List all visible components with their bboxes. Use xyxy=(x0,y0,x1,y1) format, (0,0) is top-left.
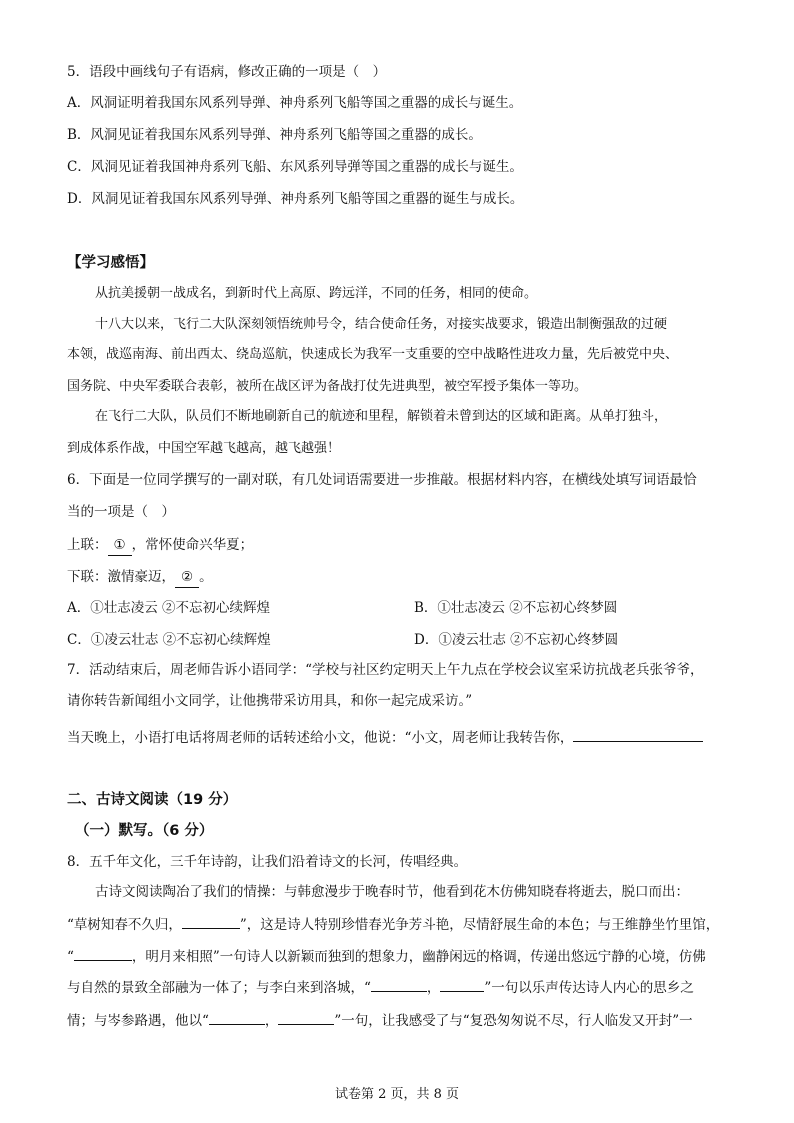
q8-line4-a: 与自然的景致全部融为一体了；与李白来到洛城，“ xyxy=(67,980,371,996)
q7-line2: 请你转告新闻组小文同学，让他携带采访用具，和你一起完成采访。” xyxy=(67,693,473,709)
section-2-title: 二、古诗文阅读（19 分） xyxy=(67,792,238,808)
upper-rest: ，常怀使命兴华夏； xyxy=(131,537,254,553)
q6-option-d: D．①凌云壮志 ②不忘初心终梦圆 xyxy=(414,632,619,648)
q5-option-d: D．风洞见证着我国东风系列导弹、神舟系列飞船等国之重器的诞生与成长。 xyxy=(67,191,524,207)
study-p2-line3: 国务院、中央军委联合表彰，被所在战区评为备战打仗先进典型，被空军授予集体一等功。 xyxy=(67,379,588,394)
study-heading: 【学习感悟】 xyxy=(67,255,154,271)
q5-option-a: A．风洞证明着我国东风系列导弹、神舟系列飞船等国之重器的成长与诞生。 xyxy=(67,95,523,111)
q6-option-b: B．①壮志凌云 ②不忘初心终梦圆 xyxy=(414,600,618,616)
q6-option-c: C．①凌云壮志 ②不忘初心续辉煌 xyxy=(67,632,271,648)
q6-options-row1 xyxy=(67,598,707,618)
q8-line4-c: ”一句以乐声传达诗人内心的思乡之 xyxy=(484,980,694,996)
q8-line5-a: 情；与岑参路遇，他以“ xyxy=(67,1013,209,1029)
answer-blank[interactable] xyxy=(440,977,484,992)
q7-line3 xyxy=(67,727,703,748)
q8-line5 xyxy=(67,1010,693,1031)
study-p3-line1: 在飞行二大队，队员们不断地刷新自己的航迹和里程，解锁着未曾到达的区域和距离。从单打独斗， xyxy=(95,409,668,424)
q8-line2-a: “草树知春不久归， xyxy=(67,917,182,933)
q8-line4 xyxy=(67,977,694,998)
q7-line1: 7．活动结束后，周老师告诉小语同学：“学校与社区约定明天上午九点在学校会议室采访抗战老兵张爷爷， xyxy=(67,662,704,678)
q7-line3-text: 当天晚上，小语打电话将周老师的话转述给小文，他说：“小文，周老师让我转告你， xyxy=(67,730,574,746)
q8-line5-c: ”一句，让我感受了与“复恐匆匆说不尽，行人临发又开封”一 xyxy=(334,1013,693,1029)
q8-line2 xyxy=(67,914,719,935)
q6-stem-line2: 当的一项是（ ） xyxy=(67,504,175,520)
q6-option-a: A．①壮志凌云 ②不忘初心续辉煌 xyxy=(67,600,271,616)
q8-stem: 8．五千年文化，三千年诗韵，让我们沿着诗文的长河，传唱经典。 xyxy=(67,854,468,870)
q8-line1: 古诗文阅读陶冶了我们的情操：与韩愈漫步于晚春时节，他看到花木仿佛知晓春将逝去，脱口而出： xyxy=(95,884,689,900)
section-2-subtitle: （一）默写。（6 分） xyxy=(75,823,214,839)
q5-option-c: C．风洞见证着我国神舟系列飞船、东风系列导弹等国之重器的成长与诞生。 xyxy=(67,159,523,175)
study-p1: 从抗美援朝一战成名，到新时代上高原、跨远洋，不同的任务，相同的使命。 xyxy=(95,286,538,301)
lower-label: 下联：激情豪迈， xyxy=(67,569,175,585)
q8-line4-b: ， xyxy=(426,980,441,996)
answer-blank[interactable] xyxy=(278,1010,334,1025)
lower-blank: ② xyxy=(175,567,199,588)
q6-stem-line1: 6．下面是一位同学撰写的一副对联，有几处词语需要进一步推敲。根据材料内容，在横线处填写词语最恰 xyxy=(67,472,697,488)
study-p3-line2: 到成体系作战，中国空军越飞越高，越飞越强！ xyxy=(67,441,341,456)
page-footer: 试卷第 2 页，共 8 页 xyxy=(334,1087,460,1102)
q8-line3-b: ，明月来相照”一句诗人以新颖而独到的想象力，幽静闲远的格调，传递出悠远宁静的心境，仿佛 xyxy=(131,949,706,965)
answer-blank[interactable] xyxy=(209,1010,265,1025)
q6-lower-couplet xyxy=(67,567,213,588)
upper-label: 上联： xyxy=(67,537,108,553)
q5-option-b: B．风洞见证着我国东风系列导弹、神舟系列飞船等国之重器的成长。 xyxy=(67,127,482,143)
answer-blank[interactable] xyxy=(182,914,240,929)
answer-blank[interactable] xyxy=(74,946,132,961)
q6-upper-couplet xyxy=(67,535,253,556)
answer-blank[interactable] xyxy=(573,727,703,742)
answer-blank[interactable] xyxy=(371,977,427,992)
q5-stem: 5．语段中画线句子有语病，修改正确的一项是（ ） xyxy=(67,64,387,80)
q8-line3 xyxy=(67,946,706,967)
lower-end: 。 xyxy=(199,569,213,585)
q8-line3-a: “ xyxy=(67,949,74,965)
q8-line2-b: ”，这是诗人特别珍惜春光争芳斗艳，尽情舒展生命的本色；与王维静坐竹里馆， xyxy=(239,917,720,933)
q8-line5-b: ， xyxy=(264,1013,279,1029)
study-p2-line1: 十八大以来，飞行二大队深刻领悟统帅号令，结合使命任务，对接实战要求，锻造出制衡强敌的过硬 xyxy=(95,317,668,332)
q6-options-row2 xyxy=(67,630,707,650)
upper-blank: ① xyxy=(108,535,132,556)
study-p2-line2: 本领，战巡南海、前出西太、绕岛巡航，快速成长为我军一支重要的空中战略性进攻力量，先后被党中央、 xyxy=(67,347,679,362)
